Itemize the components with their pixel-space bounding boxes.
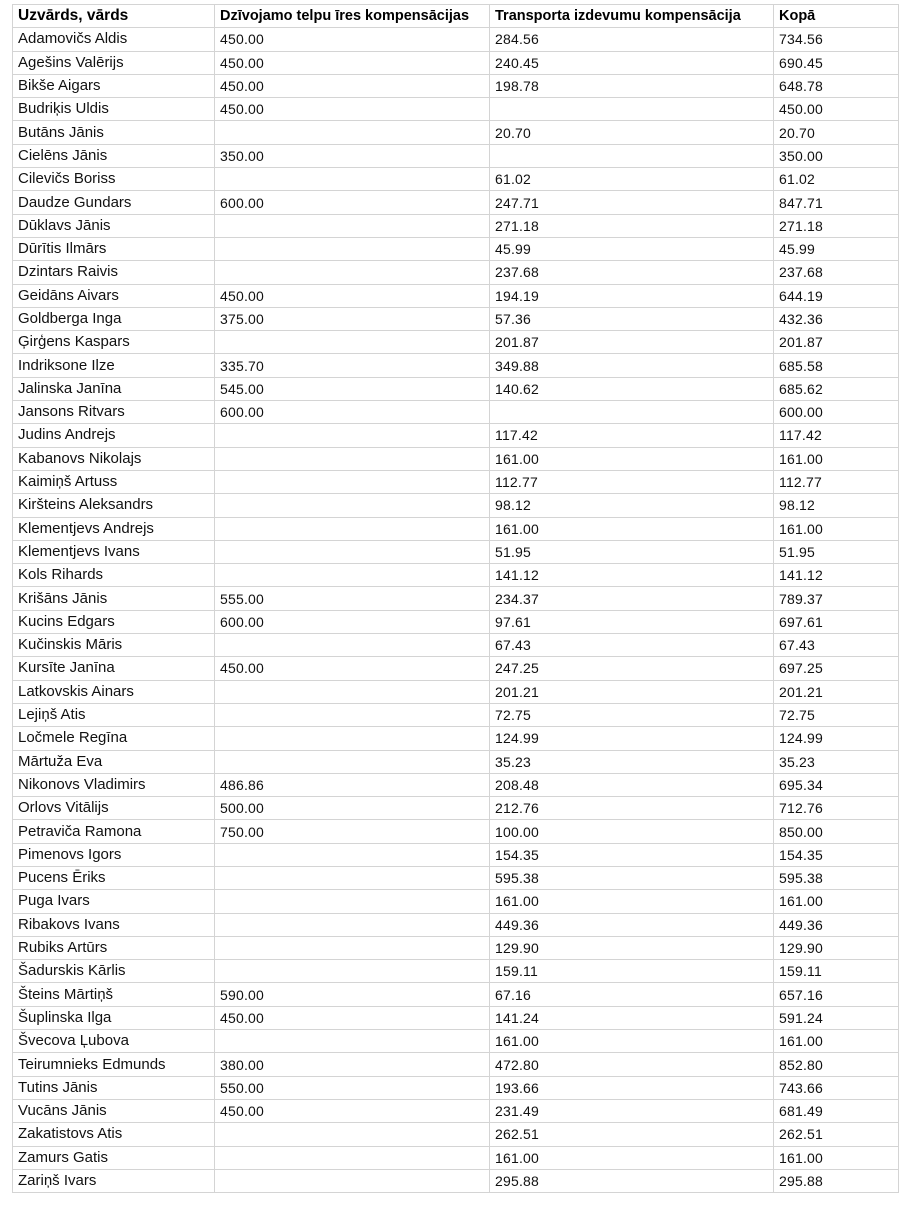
housing-compensation-cell [215, 121, 490, 144]
name-cell: Švecova Ļubova [13, 1030, 215, 1053]
total-cell: 61.02 [774, 168, 899, 191]
housing-compensation-cell: 500.00 [215, 797, 490, 820]
transport-compensation-cell: 295.88 [490, 1169, 774, 1192]
transport-compensation-cell: 117.42 [490, 424, 774, 447]
table-row [13, 1099, 899, 1122]
transport-compensation-cell: 20.70 [490, 121, 774, 144]
name-cell: Dzintars Raivis [13, 261, 215, 284]
name-cell: Dūrītis Ilmārs [13, 237, 215, 260]
total-cell: 690.45 [774, 51, 899, 74]
transport-compensation-cell: 124.99 [490, 727, 774, 750]
total-cell: 449.36 [774, 913, 899, 936]
compensation-table [12, 4, 899, 1193]
table-row [13, 1006, 899, 1029]
transport-compensation-cell: 161.00 [490, 517, 774, 540]
total-cell: 657.16 [774, 983, 899, 1006]
table-row [13, 727, 899, 750]
table-row [13, 74, 899, 97]
name-cell: Latkovskis Ainars [13, 680, 215, 703]
transport-compensation-cell: 201.87 [490, 331, 774, 354]
housing-compensation-cell: 335.70 [215, 354, 490, 377]
transport-compensation-cell: 349.88 [490, 354, 774, 377]
housing-compensation-cell: 545.00 [215, 377, 490, 400]
housing-compensation-cell: 555.00 [215, 587, 490, 610]
name-cell: Daudze Gundars [13, 191, 215, 214]
transport-compensation-cell: 67.43 [490, 634, 774, 657]
total-cell: 237.68 [774, 261, 899, 284]
transport-compensation-cell: 112.77 [490, 470, 774, 493]
total-cell: 72.75 [774, 703, 899, 726]
transport-compensation-cell: 208.48 [490, 773, 774, 796]
table-row [13, 307, 899, 330]
table-row [13, 634, 899, 657]
name-cell: Orlovs Vitālijs [13, 797, 215, 820]
transport-compensation-cell: 247.25 [490, 657, 774, 680]
total-cell: 124.99 [774, 727, 899, 750]
name-cell: Kucins Edgars [13, 610, 215, 633]
name-cell: Tutins Jānis [13, 1076, 215, 1099]
name-cell: Bikše Aigars [13, 74, 215, 97]
table-row [13, 191, 899, 214]
table-row [13, 470, 899, 493]
name-cell: Budriķis Uldis [13, 98, 215, 121]
housing-compensation-cell [215, 331, 490, 354]
total-cell: 850.00 [774, 820, 899, 843]
total-cell: 712.76 [774, 797, 899, 820]
table-row [13, 890, 899, 913]
total-cell: 20.70 [774, 121, 899, 144]
name-cell: Petraviča Ramona [13, 820, 215, 843]
transport-compensation-cell: 193.66 [490, 1076, 774, 1099]
housing-compensation-cell: 600.00 [215, 610, 490, 633]
housing-compensation-cell [215, 237, 490, 260]
transport-compensation-cell: 154.35 [490, 843, 774, 866]
transport-compensation-cell [490, 144, 774, 167]
name-cell: Kučinskis Māris [13, 634, 215, 657]
total-cell: 600.00 [774, 401, 899, 424]
total-cell: 648.78 [774, 74, 899, 97]
name-cell: Šadurskis Kārlis [13, 960, 215, 983]
total-cell: 161.00 [774, 447, 899, 470]
transport-compensation-cell: 161.00 [490, 890, 774, 913]
name-cell: Ločmele Regīna [13, 727, 215, 750]
name-cell: Zakatistovs Atis [13, 1123, 215, 1146]
table-row [13, 28, 899, 51]
total-cell: 67.43 [774, 634, 899, 657]
housing-compensation-cell [215, 960, 490, 983]
total-cell: 141.12 [774, 564, 899, 587]
housing-compensation-cell: 375.00 [215, 307, 490, 330]
name-cell: Indriksone Ilze [13, 354, 215, 377]
column-header-name: Uzvārds, vārds [13, 5, 215, 28]
table-row [13, 261, 899, 284]
table-row [13, 494, 899, 517]
transport-compensation-cell: 72.75 [490, 703, 774, 726]
transport-compensation-cell: 140.62 [490, 377, 774, 400]
housing-compensation-cell: 550.00 [215, 1076, 490, 1099]
table-row [13, 866, 899, 889]
total-cell: 98.12 [774, 494, 899, 517]
total-cell: 161.00 [774, 1030, 899, 1053]
transport-compensation-cell: 198.78 [490, 74, 774, 97]
transport-compensation-cell: 212.76 [490, 797, 774, 820]
transport-compensation-cell: 45.99 [490, 237, 774, 260]
name-cell: Kols Rihards [13, 564, 215, 587]
total-cell: 350.00 [774, 144, 899, 167]
column-header-transport-compensation: Transporta izdevumu kompensācija [490, 5, 774, 28]
name-cell: Šuplinska Ilga [13, 1006, 215, 1029]
transport-compensation-cell: 231.49 [490, 1099, 774, 1122]
table-row [13, 1076, 899, 1099]
total-cell: 591.24 [774, 1006, 899, 1029]
name-cell: Ribakovs Ivans [13, 913, 215, 936]
table-row [13, 913, 899, 936]
name-cell: Butāns Jānis [13, 121, 215, 144]
transport-compensation-cell: 141.24 [490, 1006, 774, 1029]
transport-compensation-cell: 100.00 [490, 820, 774, 843]
name-cell: Mārtuža Eva [13, 750, 215, 773]
table-row [13, 1030, 899, 1053]
transport-compensation-cell: 161.00 [490, 1030, 774, 1053]
table-row [13, 447, 899, 470]
housing-compensation-cell [215, 1030, 490, 1053]
name-cell: Pucens Ēriks [13, 866, 215, 889]
housing-compensation-cell [215, 727, 490, 750]
transport-compensation-cell [490, 401, 774, 424]
table-row [13, 144, 899, 167]
total-cell: 117.42 [774, 424, 899, 447]
table-row [13, 98, 899, 121]
total-cell: 852.80 [774, 1053, 899, 1076]
transport-compensation-cell: 271.18 [490, 214, 774, 237]
total-cell: 697.61 [774, 610, 899, 633]
name-cell: Geidāns Aivars [13, 284, 215, 307]
table-row [13, 377, 899, 400]
name-cell: Zamurs Gatis [13, 1146, 215, 1169]
table-row [13, 773, 899, 796]
transport-compensation-cell: 595.38 [490, 866, 774, 889]
housing-compensation-cell [215, 517, 490, 540]
housing-compensation-cell [215, 424, 490, 447]
transport-compensation-cell: 61.02 [490, 168, 774, 191]
transport-compensation-cell: 247.71 [490, 191, 774, 214]
housing-compensation-cell [215, 936, 490, 959]
transport-compensation-cell: 141.12 [490, 564, 774, 587]
name-cell: Agešins Valērijs [13, 51, 215, 74]
table-body [13, 28, 899, 1193]
housing-compensation-cell [215, 1169, 490, 1192]
transport-compensation-cell: 234.37 [490, 587, 774, 610]
transport-compensation-cell: 129.90 [490, 936, 774, 959]
transport-compensation-cell: 284.56 [490, 28, 774, 51]
housing-compensation-cell: 450.00 [215, 74, 490, 97]
name-cell: Ģirģens Kaspars [13, 331, 215, 354]
total-cell: 161.00 [774, 1146, 899, 1169]
total-cell: 35.23 [774, 750, 899, 773]
name-cell: Cilevičs Boriss [13, 168, 215, 191]
housing-compensation-cell: 590.00 [215, 983, 490, 1006]
table-row [13, 1053, 899, 1076]
table-row [13, 983, 899, 1006]
total-cell: 154.35 [774, 843, 899, 866]
table-row [13, 750, 899, 773]
column-header-housing-compensation: Dzīvojamo telpu īres kompensācijas [215, 5, 490, 28]
total-cell: 271.18 [774, 214, 899, 237]
table-row [13, 703, 899, 726]
header-row [13, 5, 899, 28]
name-cell: Adamovičs Aldis [13, 28, 215, 51]
table-row [13, 517, 899, 540]
housing-compensation-cell: 450.00 [215, 51, 490, 74]
name-cell: Dūklavs Jānis [13, 214, 215, 237]
transport-compensation-cell: 194.19 [490, 284, 774, 307]
name-cell: Klementjevs Ivans [13, 540, 215, 563]
housing-compensation-cell [215, 680, 490, 703]
table-row [13, 587, 899, 610]
total-cell: 295.88 [774, 1169, 899, 1192]
table-row [13, 843, 899, 866]
housing-compensation-cell [215, 703, 490, 726]
total-cell: 847.71 [774, 191, 899, 214]
total-cell: 129.90 [774, 936, 899, 959]
total-cell: 262.51 [774, 1123, 899, 1146]
transport-compensation-cell: 472.80 [490, 1053, 774, 1076]
transport-compensation-cell: 161.00 [490, 447, 774, 470]
total-cell: 734.56 [774, 28, 899, 51]
total-cell: 644.19 [774, 284, 899, 307]
name-cell: Nikonovs Vladimirs [13, 773, 215, 796]
housing-compensation-cell: 600.00 [215, 401, 490, 424]
transport-compensation-cell: 35.23 [490, 750, 774, 773]
total-cell: 695.34 [774, 773, 899, 796]
housing-compensation-cell [215, 564, 490, 587]
name-cell: Jalinska Janīna [13, 377, 215, 400]
total-cell: 159.11 [774, 960, 899, 983]
name-cell: Kiršteins Aleksandrs [13, 494, 215, 517]
total-cell: 789.37 [774, 587, 899, 610]
table-row [13, 960, 899, 983]
housing-compensation-cell [215, 1123, 490, 1146]
housing-compensation-cell: 450.00 [215, 657, 490, 680]
table-row [13, 564, 899, 587]
name-cell: Krišāns Jānis [13, 587, 215, 610]
transport-compensation-cell: 449.36 [490, 913, 774, 936]
name-cell: Rubiks Artūrs [13, 936, 215, 959]
table-row [13, 354, 899, 377]
table-row [13, 1123, 899, 1146]
housing-compensation-cell [215, 843, 490, 866]
housing-compensation-cell [215, 214, 490, 237]
housing-compensation-cell: 350.00 [215, 144, 490, 167]
total-cell: 697.25 [774, 657, 899, 680]
table-row [13, 121, 899, 144]
transport-compensation-cell: 201.21 [490, 680, 774, 703]
housing-compensation-cell: 450.00 [215, 1099, 490, 1122]
total-cell: 595.38 [774, 866, 899, 889]
column-header-total: Kopā [774, 5, 899, 28]
name-cell: Kabanovs Nikolajs [13, 447, 215, 470]
transport-compensation-cell [490, 98, 774, 121]
total-cell: 685.58 [774, 354, 899, 377]
total-cell: 450.00 [774, 98, 899, 121]
table-row [13, 237, 899, 260]
total-cell: 51.95 [774, 540, 899, 563]
table-row [13, 1169, 899, 1192]
housing-compensation-cell [215, 750, 490, 773]
table-row [13, 680, 899, 703]
name-cell: Lejiņš Atis [13, 703, 215, 726]
transport-compensation-cell: 67.16 [490, 983, 774, 1006]
housing-compensation-cell [215, 866, 490, 889]
name-cell: Zariņš Ivars [13, 1169, 215, 1192]
transport-compensation-cell: 57.36 [490, 307, 774, 330]
table-row [13, 610, 899, 633]
table-row [13, 797, 899, 820]
transport-compensation-cell: 262.51 [490, 1123, 774, 1146]
housing-compensation-cell [215, 261, 490, 284]
name-cell: Kursīte Janīna [13, 657, 215, 680]
housing-compensation-cell: 450.00 [215, 284, 490, 307]
total-cell: 112.77 [774, 470, 899, 493]
transport-compensation-cell: 51.95 [490, 540, 774, 563]
total-cell: 743.66 [774, 1076, 899, 1099]
table-row [13, 51, 899, 74]
housing-compensation-cell [215, 890, 490, 913]
name-cell: Goldberga Inga [13, 307, 215, 330]
transport-compensation-cell: 237.68 [490, 261, 774, 284]
total-cell: 685.62 [774, 377, 899, 400]
total-cell: 161.00 [774, 890, 899, 913]
housing-compensation-cell [215, 913, 490, 936]
table-row [13, 284, 899, 307]
housing-compensation-cell: 450.00 [215, 98, 490, 121]
transport-compensation-cell: 98.12 [490, 494, 774, 517]
name-cell: Judins Andrejs [13, 424, 215, 447]
housing-compensation-cell: 600.00 [215, 191, 490, 214]
total-cell: 161.00 [774, 517, 899, 540]
table-row [13, 424, 899, 447]
name-cell: Kaimiņš Artuss [13, 470, 215, 493]
housing-compensation-cell [215, 470, 490, 493]
total-cell: 201.87 [774, 331, 899, 354]
name-cell: Klementjevs Andrejs [13, 517, 215, 540]
housing-compensation-cell [215, 540, 490, 563]
housing-compensation-cell [215, 634, 490, 657]
total-cell: 681.49 [774, 1099, 899, 1122]
transport-compensation-cell: 240.45 [490, 51, 774, 74]
table-row [13, 657, 899, 680]
table-row [13, 214, 899, 237]
housing-compensation-cell: 750.00 [215, 820, 490, 843]
total-cell: 201.21 [774, 680, 899, 703]
housing-compensation-cell: 450.00 [215, 28, 490, 51]
name-cell: Teirumnieks Edmunds [13, 1053, 215, 1076]
name-cell: Puga Ivars [13, 890, 215, 913]
housing-compensation-cell: 380.00 [215, 1053, 490, 1076]
transport-compensation-cell: 161.00 [490, 1146, 774, 1169]
name-cell: Pimenovs Igors [13, 843, 215, 866]
housing-compensation-cell: 486.86 [215, 773, 490, 796]
name-cell: Cielēns Jānis [13, 144, 215, 167]
table-row [13, 820, 899, 843]
table-row [13, 168, 899, 191]
table-row [13, 540, 899, 563]
name-cell: Vucāns Jānis [13, 1099, 215, 1122]
housing-compensation-cell [215, 1146, 490, 1169]
table-row [13, 401, 899, 424]
housing-compensation-cell: 450.00 [215, 1006, 490, 1029]
table-row [13, 331, 899, 354]
housing-compensation-cell [215, 447, 490, 470]
total-cell: 432.36 [774, 307, 899, 330]
transport-compensation-cell: 97.61 [490, 610, 774, 633]
total-cell: 45.99 [774, 237, 899, 260]
transport-compensation-cell: 159.11 [490, 960, 774, 983]
housing-compensation-cell [215, 168, 490, 191]
table-row [13, 1146, 899, 1169]
table-row [13, 936, 899, 959]
name-cell: Šteins Mārtiņš [13, 983, 215, 1006]
housing-compensation-cell [215, 494, 490, 517]
name-cell: Jansons Ritvars [13, 401, 215, 424]
